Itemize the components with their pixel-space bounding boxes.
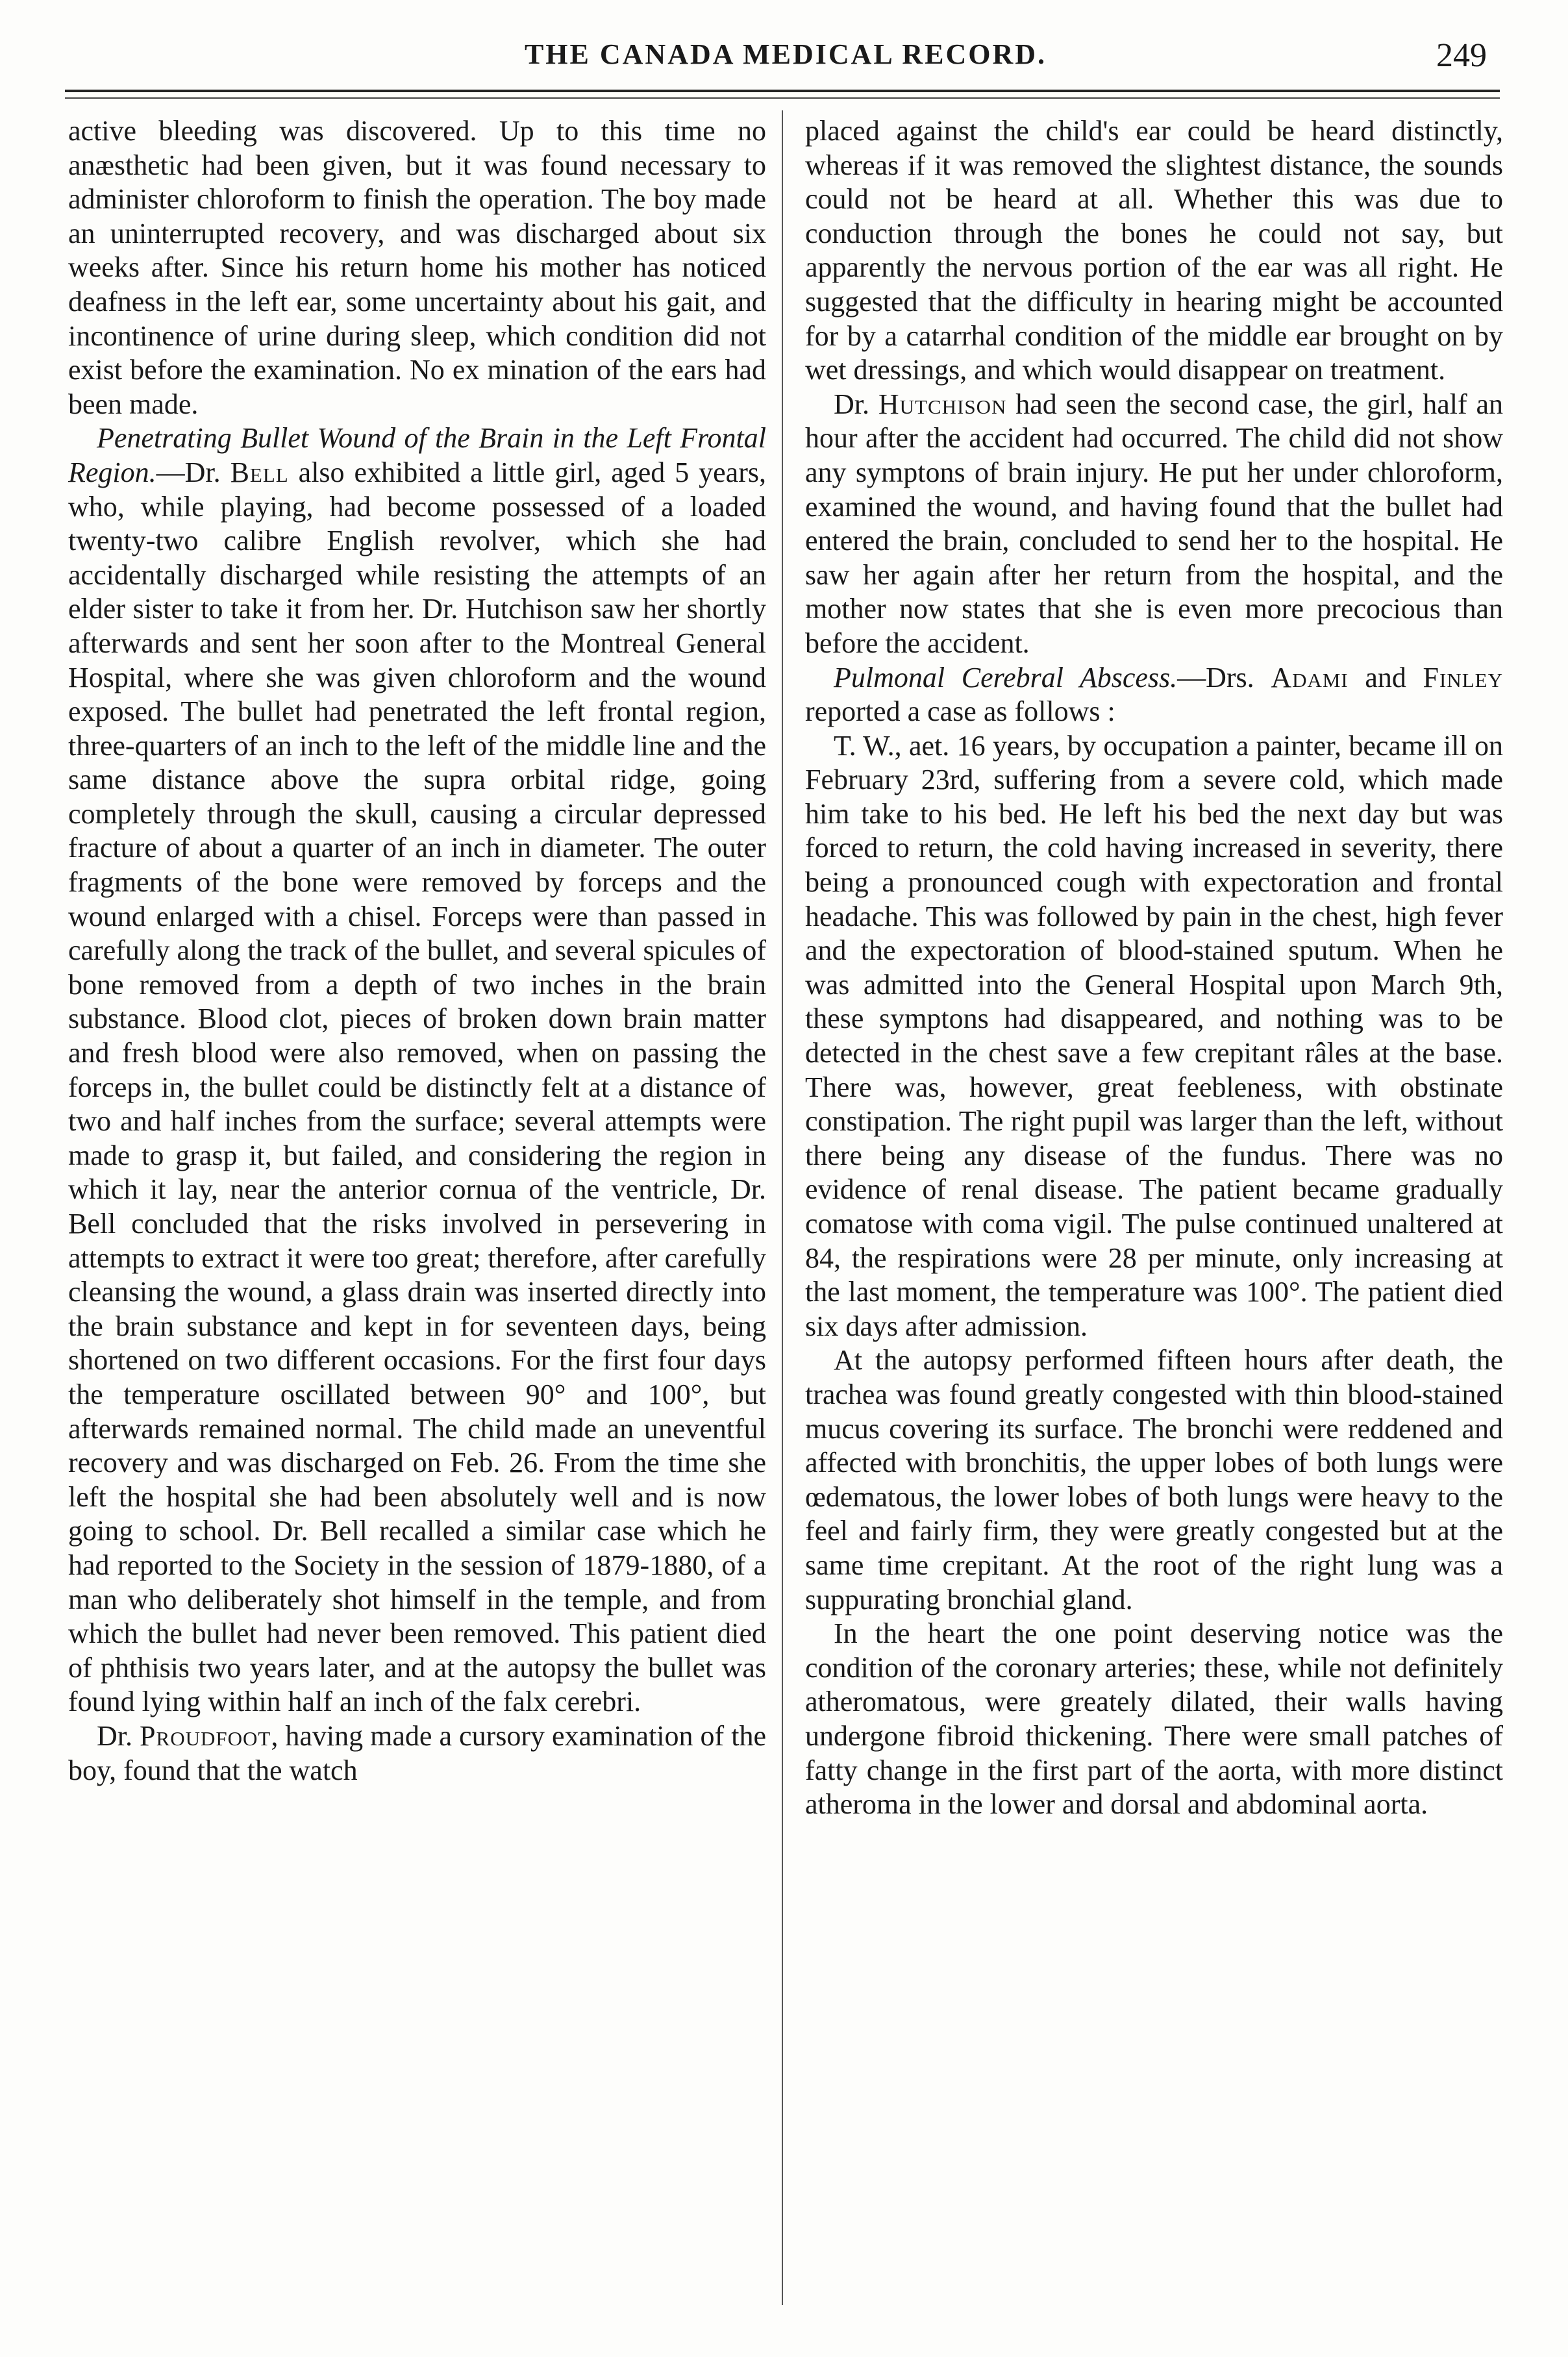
- running-head: [84, 38, 1487, 83]
- paragraph-body: reported a case as follows :: [805, 695, 1115, 728]
- paragraph-case-history: T. W., aet. 16 years, by occupation a painter, became ill on February 23rd, suffering from a severe cold, which made him take to his bed. He left his bed the next day but was forced to return, the cold having increased in severity, there being a pronounced cough with expectoration and frontal headache. This was followed by pain in the chest, high fever and the expectoration of blood-stained sputum. When he was admitted into the General Hospital upon March 9th, these symptons had disappeared, and nothing was to be detected in the chest save a few crepitant râles at the base. There was, however, great feebleness, with obstinate constipation. The right pupil was larger than the left, without there being any disease of the fundus. There was no evidence of renal disease. The patient became gradually comatose with coma vigil. The pulse continued unaltered at 84, the respirations were 28 per minute, only increasing at the last moment, the temperature was 100°. The patient died six days after admission.: [805, 729, 1503, 1342]
- paragraph-bullet-wound-case: [68, 421, 766, 1719]
- heading-dash: —Dr.: [156, 456, 230, 488]
- paragraph-watch-test: placed against the child's ear could be heard distinctly, whereas if it was removed the slightest distance, the sounds could not be heard at all. Whether this was due to conduction through the bones he could not say, but apparently the nervous portion of the ear was all right. He suggested that the difficulty in hearing might be accounted for by a catarrhal condition of the middle ear brought on by wet dressings, and which would disappear on treatment.: [805, 115, 1503, 386]
- author-name-hutchison: Hutchison: [878, 388, 1007, 420]
- author-name-finley: Finley: [1423, 661, 1503, 693]
- author-name-bell: Bell: [230, 456, 289, 488]
- left-column: [68, 114, 766, 1788]
- title-prefix: Dr.: [97, 1719, 140, 1752]
- title-prefix: Dr.: [834, 388, 878, 420]
- right-column: [805, 114, 1503, 1822]
- header-rule: [65, 90, 1500, 92]
- column-divider: [782, 110, 783, 2305]
- header-rule-thin: [65, 97, 1500, 99]
- page-number: 249: [1436, 37, 1487, 74]
- conjunction: and: [1348, 661, 1423, 693]
- journal-title: THE CANADA MEDICAL RECORD.: [524, 38, 1047, 70]
- section-heading-cerebral-abscess: Pulmonal Cerebral Abscess.: [834, 661, 1178, 693]
- author-name-adami: Adami: [1271, 661, 1349, 693]
- heading-dash: —Drs.: [1177, 661, 1271, 693]
- paragraph-hutchison: [805, 388, 1503, 661]
- paragraph-autopsy: At the autopsy performed fifteen hours after death, the trachea was found greatly congested with thin blood-stained mucus covering its surface. The bronchi were reddened and affected with bronchitis, the upper lobes of both lungs were œdematous, the lower lobes of both lungs were heavy to the feel and fairly firm, they were greatly congested but at the same time crepitant. At the root of the right lung was a suppurating bronchial gland.: [805, 1344, 1503, 1615]
- paragraph-proudfoot: [68, 1719, 766, 1788]
- author-name-proudfoot: Proudfoot: [140, 1719, 271, 1752]
- paragraph-cerebral-abscess-intro: [805, 661, 1503, 729]
- section-heading-bullet-wound: Penetrating Bullet Wound of the Brain in the Left Frontal Region.: [68, 422, 766, 488]
- paragraph-body: also exhibited a little girl, aged 5 years, who, while playing, had become possessed of a loaded twenty-two calibre English revolver, which she had accidentally discharged while resisting the attempts of an elder sister to take it from her. Dr. Hutchison saw her shortly afterwards and sent her soon after to the Montreal General Hospital, where she was given chloroform and the wound exposed. The bullet had penetrated the left frontal region, three-quarters of an inch to the left of the middle line and the same distance above the supra orbital ridge, going completely through the skull, causing a circular depressed fracture of about a quarter of an inch in diameter. The outer fragments of the bone were removed by forceps and the wound enlarged with a chisel. Forceps were than passed in carefully along the track of the bullet, and several spicules of bone removed from a depth of two inches in the brain substance. Blood clot, pieces of broken down brain matter and fresh blood were also removed, when on passing the forceps in, the bullet could be distinctly felt at a distance of two and half inches from the surface; several attempts were made to grasp it, but failed, and considering the region in which it lay, near the anterior cornua of the ventricle, Dr. Bell concluded that the risks involved in persevering in attempts to extract it were too great; therefore, after carefully cleansing the wound, a glass drain was inserted directly into the brain substance and kept in for seventeen days, being shortened on two different occasions. For the first four days the temperature oscillated between 90° and 100°, but afterwards remained normal. The child made an uneventful recovery and was discharged on Feb. 26. From the time she left the hospital she had been absolutely well and is now going to school. Dr. Bell recalled a similar case which he had reported to the Society in the session of 1879-1880, of a man who deliberately shot himself in the temple, and from which the bullet had never been removed. This patient died of phthisis two years later, and at the autopsy the bullet was found lying within half an inch of the falx cerebri.: [68, 456, 767, 1718]
- paragraph-anaesthesia-outcome: active bleeding was discovered. Up to this time no anæsthetic had been given, but it was found necessary to administer chloroform to finish the operation. The boy made an uninterrupted recovery, and was discharged about six weeks after. Since his return home his mother has noticed deafness in the left ear, some uncertainty about his gait, and incontinence of urine during sleep, which condition did not exist before the examination. No ex mination of the ears had been made.: [68, 115, 766, 420]
- paragraph-body: had seen the second case, the girl, half an hour after the accident had occurred. The child did not show any symptons of brain injury. He put her under chloroform, examined the wound, and having found that the bullet had entered the brain, concluded to send her to the hospital. He saw her again after her return from the hospital, and the mother now states that she is even more precocious than before the accident.: [805, 388, 1504, 659]
- paragraph-heart-findings: In the heart the one point deserving notice was the condition of the coronary arteries; these, while not definitely atheromatous, were greately dilated, their walls having undergone fibroid thickening. There were small patches of fatty change in the first part of the aorta, with more distinct atheroma in the lower and dorsal and abdominal aorta.: [805, 1617, 1503, 1821]
- paragraph-body: , having made a cursory examination of the boy, found that the watch: [68, 1719, 767, 1786]
